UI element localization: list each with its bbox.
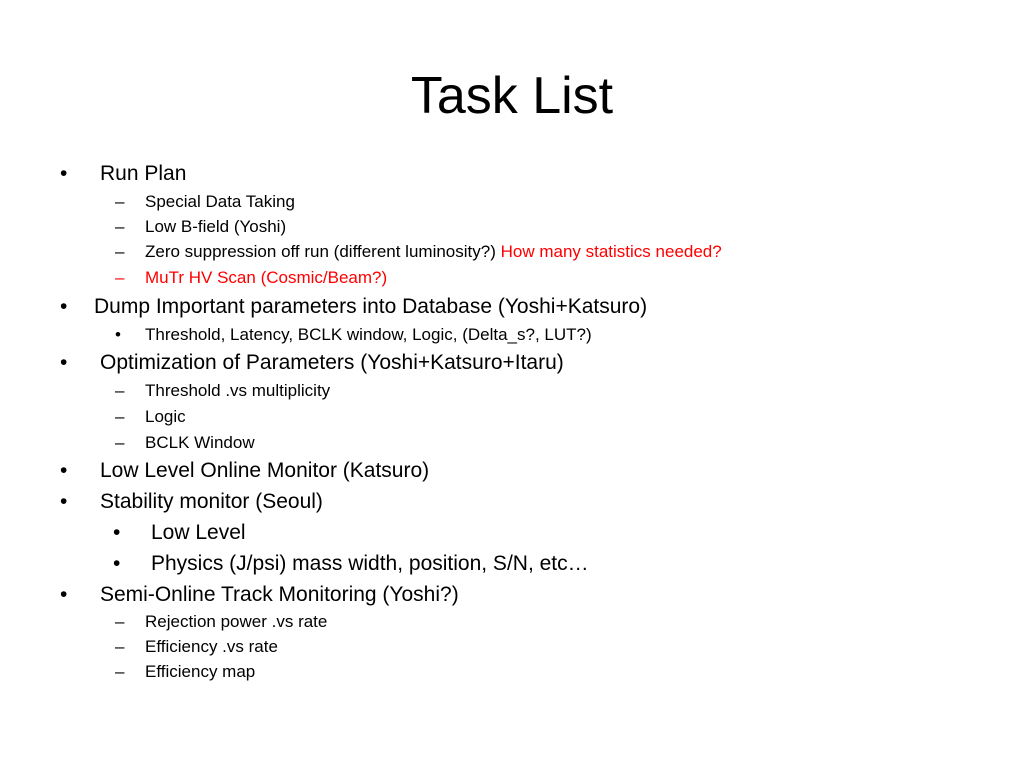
sub-bullet-item bbox=[151, 520, 246, 546]
sub-item bbox=[145, 191, 295, 213]
bullet-text: Semi-Online Track Monitoring (Yoshi?) bbox=[100, 583, 459, 606]
slide-title: Task List bbox=[410, 67, 614, 125]
dash-marker: – bbox=[115, 242, 125, 261]
dash-marker: – bbox=[115, 433, 125, 452]
dash-marker: – bbox=[115, 612, 125, 631]
sub-item-text: Logic bbox=[145, 407, 186, 426]
dash-marker: – bbox=[115, 268, 125, 287]
bullet-item bbox=[100, 458, 429, 484]
sub-bullet-text: Physics (J/psi) mass width, position, S/N, etc… bbox=[151, 552, 589, 575]
sub-item-text: Efficiency .vs rate bbox=[145, 637, 278, 656]
bullet-item bbox=[94, 294, 647, 320]
sub-item-text: Zero suppression off run (different luminosity?) bbox=[145, 242, 501, 261]
bullet-text: Stability monitor (Seoul) bbox=[100, 490, 323, 513]
bullet-item bbox=[100, 161, 186, 187]
bullet-text: Run Plan bbox=[100, 162, 187, 185]
sub-item bbox=[145, 661, 255, 683]
bullet-item bbox=[100, 582, 459, 608]
sub-item bbox=[145, 324, 592, 346]
sub-bullet-text: Low Level bbox=[151, 521, 246, 544]
sub-bullet-item bbox=[151, 551, 589, 577]
sub-item-text: BCLK Window bbox=[145, 433, 255, 452]
sub-item bbox=[145, 432, 255, 454]
bullet-text: Low Level Online Monitor (Katsuro) bbox=[100, 459, 430, 482]
dash-marker: – bbox=[115, 192, 125, 211]
bullet-text: Dump Important parameters into Database (Yoshi+Katsuro) bbox=[94, 295, 648, 318]
bullet-text: Optimization of Parameters (Yoshi+Katsuro+Itaru) bbox=[100, 351, 564, 374]
sub-item bbox=[145, 216, 286, 238]
sub-item bbox=[145, 636, 278, 658]
bullet-marker: • bbox=[113, 521, 121, 544]
dash-marker: – bbox=[115, 407, 125, 426]
sub-item-text: MuTr HV Scan (Cosmic/Beam?) bbox=[145, 268, 388, 287]
bullet-marker: • bbox=[60, 583, 68, 606]
sub-item-text: Efficiency map bbox=[145, 662, 256, 681]
bullet-marker: • bbox=[60, 490, 68, 513]
bullet-marker: • bbox=[60, 459, 68, 482]
sub-item-text: Threshold .vs multiplicity bbox=[145, 381, 331, 400]
sub-item bbox=[145, 267, 387, 289]
highlight-note: How many statistics needed? bbox=[500, 242, 722, 261]
sub-item-text: Rejection power .vs rate bbox=[145, 612, 328, 631]
sub-item-text: Threshold, Latency, BCLK window, Logic, (Delta_s?, LUT?) bbox=[145, 325, 592, 344]
bullet-marker: • bbox=[115, 325, 121, 344]
bullet-item bbox=[100, 489, 323, 515]
sub-item-text: Low B-field (Yoshi) bbox=[145, 217, 287, 236]
bullet-marker: • bbox=[60, 351, 68, 374]
sub-item bbox=[145, 380, 330, 402]
sub-item bbox=[145, 611, 327, 633]
bullet-marker: • bbox=[60, 162, 68, 185]
bullet-marker: • bbox=[113, 552, 121, 575]
dash-marker: – bbox=[115, 662, 125, 681]
sub-item-text: Special Data Taking bbox=[145, 192, 295, 211]
sub-item bbox=[145, 406, 186, 428]
dash-marker: – bbox=[115, 217, 125, 236]
sub-item bbox=[145, 241, 722, 263]
dash-marker: – bbox=[115, 637, 125, 656]
dash-marker: – bbox=[115, 381, 125, 400]
bullet-item bbox=[100, 350, 564, 376]
bullet-marker: • bbox=[60, 295, 68, 318]
